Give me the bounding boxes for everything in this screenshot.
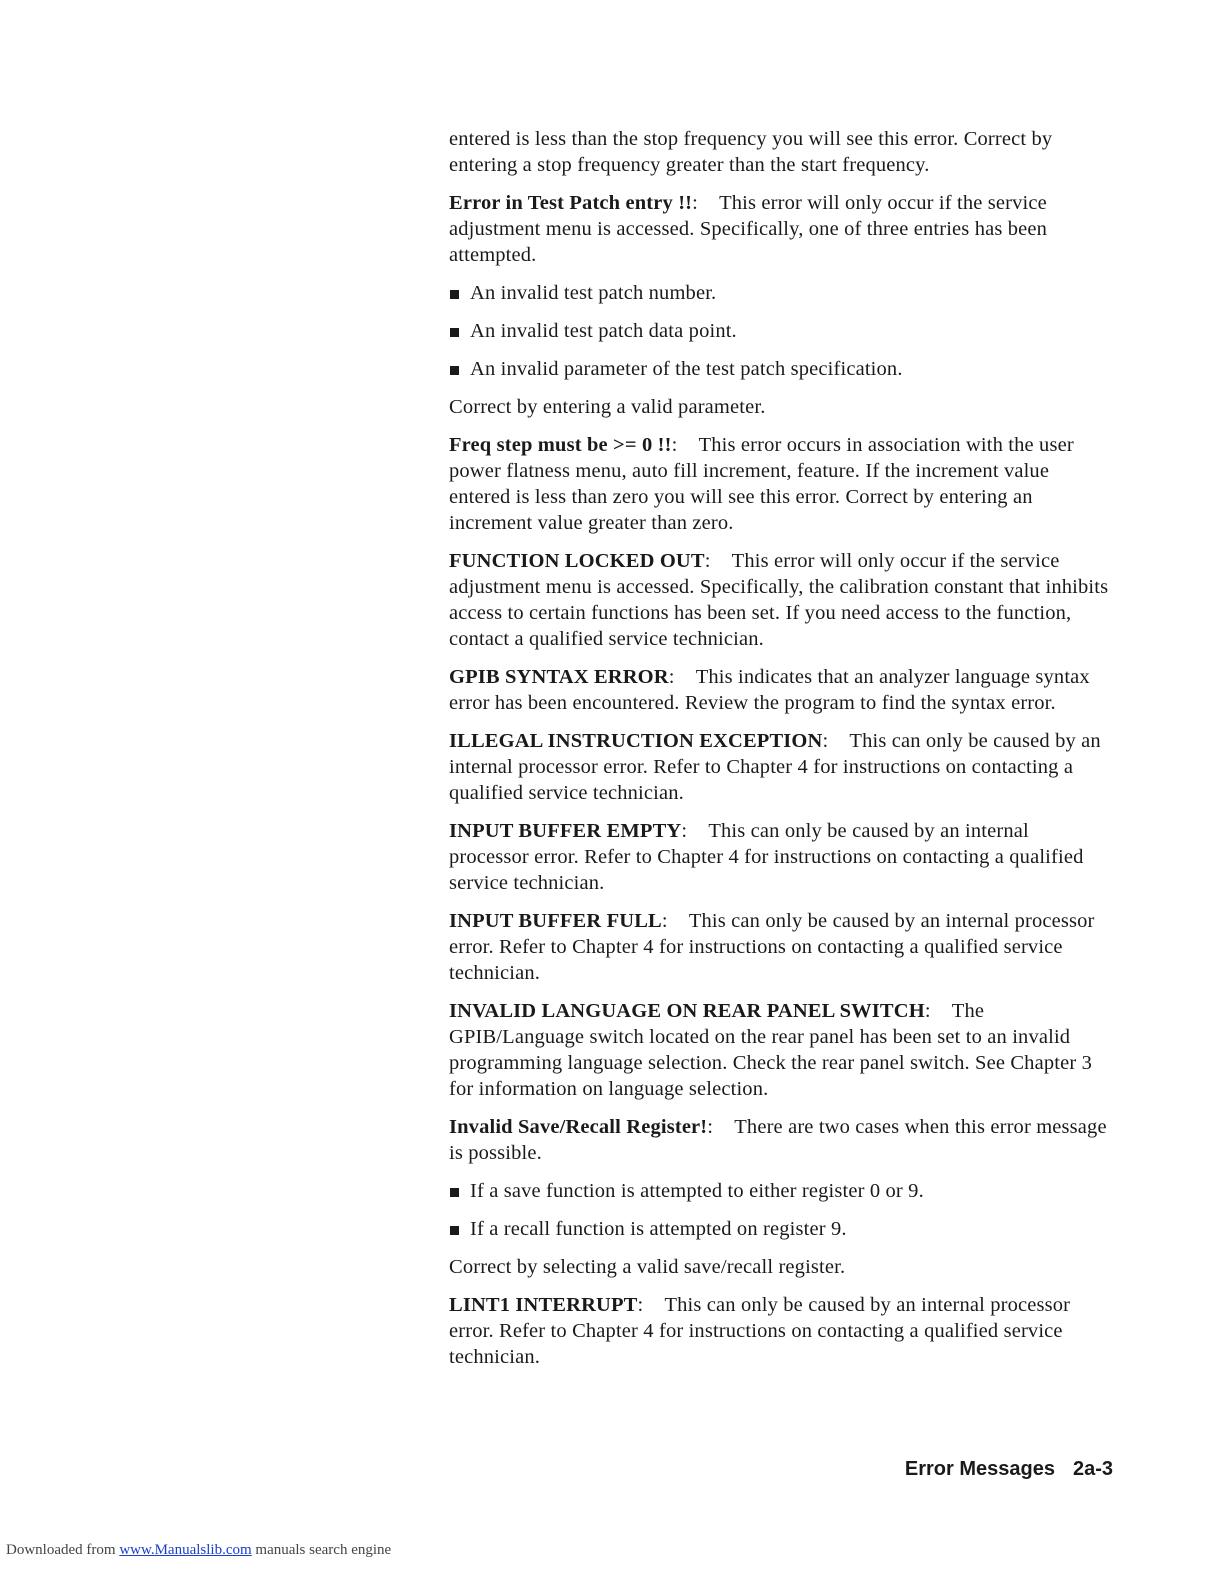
entry-term: FUNCTION LOCKED OUT bbox=[449, 550, 705, 572]
entry-text: This can only be caused by an internal processor error. Refer to Chapter 4 for instructions on contacting a qualified service technician. bbox=[449, 730, 1101, 804]
download-source-note bbox=[6, 1542, 391, 1559]
intro-paragraph: entered is less than the stop frequency you will see this error. Correct by entering a stop frequency greater than the start frequency. bbox=[449, 128, 1053, 176]
list-item: If a recall function is attempted on register 9. bbox=[449, 1216, 1114, 1242]
entry-term: Invalid Save/Recall Register! bbox=[449, 1116, 708, 1138]
entry-lint1-interrupt: LINT1 INTERRUPT: This can only be caused by an internal processor error. Refer to Chapter 4 for instructions on contacting a qualified service technician. bbox=[449, 1294, 1071, 1368]
entry-term: GPIB SYNTAX ERROR bbox=[449, 666, 669, 688]
entry-term: INPUT BUFFER EMPTY bbox=[449, 820, 682, 842]
square-bullet-icon bbox=[450, 366, 459, 375]
entry-text: This can only be caused by an internal processor error. Refer to Chapter 4 for instructions on contacting a qualified service technician. bbox=[449, 910, 1095, 984]
entry-gpib-syntax-error: GPIB SYNTAX ERROR: This indicates that an analyzer language syntax error has been encountered. Review the program to find the syntax error. bbox=[449, 666, 1090, 714]
square-bullet-icon bbox=[450, 290, 459, 299]
download-prefix: Downloaded from bbox=[6, 1542, 116, 1558]
entry-text: This can only be caused by an internal processor error. Refer to Chapter 4 for instructions on contacting a qualified service technician. bbox=[449, 1294, 1071, 1368]
entry-term: Error in Test Patch entry !! bbox=[449, 192, 693, 214]
running-footer bbox=[905, 1458, 1113, 1481]
entry-text: There are two cases when this error message is possible. bbox=[449, 1116, 1107, 1164]
footer-section-title: Error Messages bbox=[904, 1458, 1055, 1480]
entry-input-buffer-full: INPUT BUFFER FULL: This can only be caused by an internal processor error. Refer to Chapter 4 for instructions on contacting a qualified service technician. bbox=[449, 910, 1095, 984]
list-item: If a save function is attempted to either register 0 or 9. bbox=[449, 1178, 1114, 1204]
entry-term: INVALID LANGUAGE ON REAR PANEL SWITCH bbox=[449, 1000, 925, 1022]
entry-invalid-register: Invalid Save/Recall Register!: There are two cases when this error message is possible. bbox=[449, 1116, 1107, 1164]
entry-test-patch: Error in Test Patch entry !!: This error will only occur if the service adjustment menu is accessed. Specifically, one of three entries has been attempted. bbox=[449, 192, 1048, 266]
square-bullet-icon bbox=[450, 1188, 459, 1197]
entry-term: LINT1 INTERRUPT bbox=[449, 1294, 638, 1316]
entry-term: Freq step must be >= 0 !! bbox=[449, 434, 672, 456]
entry-text: This error occurs in association with the user power flatness menu, auto fill increment, feature. If the increment value entered is less than zero you will see this error. Correct by entering an increment value greater than zero. bbox=[449, 434, 1074, 534]
list-item: An invalid test patch data point. bbox=[449, 318, 1114, 344]
entry-input-buffer-empty: INPUT BUFFER EMPTY: This can only be caused by an internal processor error. Refer to Chapter 4 for instructions on contacting a qualified service technician. bbox=[449, 820, 1084, 894]
test-patch-bullet-list bbox=[449, 280, 1114, 382]
entry-invalid-language: INVALID LANGUAGE ON REAR PANEL SWITCH: The GPIB/Language switch located on the rear panel has been set to an invalid programming language selection. Check the rear panel switch. See Chapter 3 for information on language selection. bbox=[449, 1000, 1092, 1100]
entry-illegal-instruction: ILLEGAL INSTRUCTION EXCEPTION: This can only be caused by an internal processor error. Refer to Chapter 4 for instructions on contacting a qualified service technician. bbox=[449, 730, 1101, 804]
square-bullet-icon bbox=[450, 328, 459, 337]
download-suffix: manuals search engine bbox=[255, 1542, 392, 1558]
page-number: 2a-3 bbox=[1072, 1458, 1113, 1480]
register-bullet-list bbox=[449, 1178, 1114, 1242]
list-item: An invalid parameter of the test patch specification. bbox=[449, 356, 1114, 382]
entry-term: INPUT BUFFER FULL bbox=[449, 910, 662, 932]
entry-text: This error will only occur if the service adjustment menu is accessed. Specifically, one of three entries has been attempted. bbox=[449, 192, 1048, 266]
entry-text: The GPIB/Language switch located on the rear panel has been set to an invalid programming language selection. Check the rear panel switch. See Chapter 3 for information on language selection. bbox=[449, 1000, 1092, 1100]
test-patch-closing: Correct by entering a valid parameter. bbox=[449, 396, 766, 418]
manualslib-link[interactable]: www.Manualslib.com bbox=[119, 1542, 252, 1558]
list-item: An invalid test patch number. bbox=[449, 280, 1114, 306]
entry-function-locked-out: FUNCTION LOCKED OUT: This error will only occur if the service adjustment menu is accessed. Specifically, the calibration constant that inhibits access to certain functions has been set. If you need access to the function, contact a qualified service technician. bbox=[449, 550, 1109, 650]
main-text-column bbox=[449, 126, 1114, 1382]
entry-text: This can only be caused by an internal processor error. Refer to Chapter 4 for instructions on contacting a qualified service technician. bbox=[449, 820, 1084, 894]
entry-freq-step: Freq step must be >= 0 !!: This error occurs in association with the user power flatness menu, auto fill increment, feature. If the increment value entered is less than zero you will see this error. Correct by entering an increment value greater than zero. bbox=[449, 434, 1074, 534]
entry-text: This indicates that an analyzer language syntax error has been encountered. Review the program to find the syntax error. bbox=[449, 666, 1090, 714]
square-bullet-icon bbox=[450, 1226, 459, 1235]
register-closing: Correct by selecting a valid save/recall register. bbox=[449, 1256, 846, 1278]
entry-text: This error will only occur if the service adjustment menu is accessed. Specifically, the calibration constant that inhibits access to certain functions has been set. If you need access to the function, contact a qualified service technician. bbox=[449, 550, 1109, 650]
entry-term: ILLEGAL INSTRUCTION EXCEPTION bbox=[449, 730, 823, 752]
